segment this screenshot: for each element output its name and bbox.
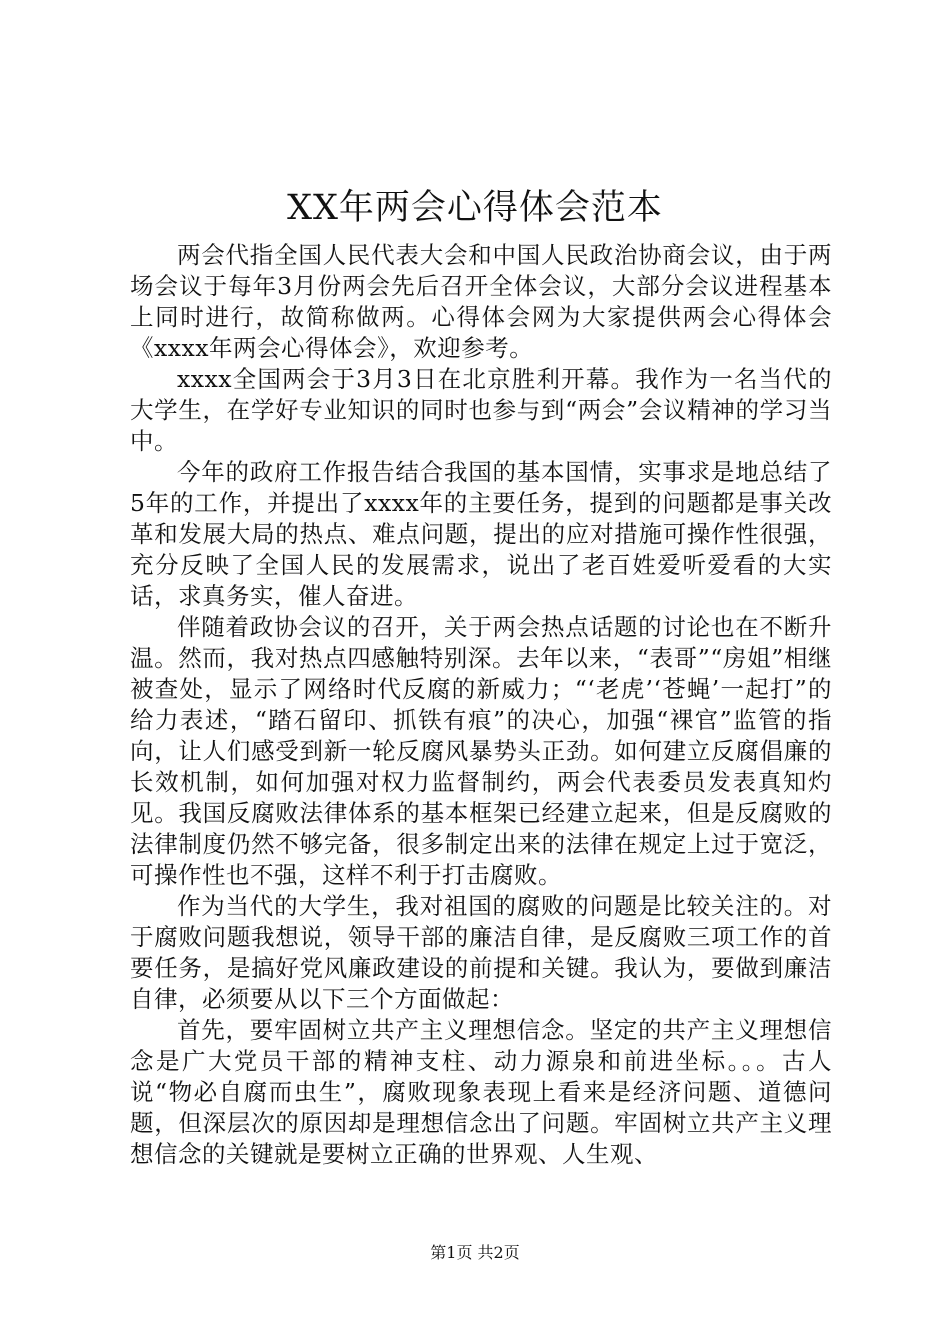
document-title: XX年两会心得体会范本 <box>287 188 663 228</box>
page-number-footer: 第1页 共2页 <box>430 1243 520 1262</box>
paragraph-2: xxxx全国两会于3月3日在北京胜利开幕。我作为一名当代的大学生，在学好专业知识的同时也参与到“两会”会议精神的学习当中。 <box>130 365 832 455</box>
paragraph-3: 今年的政府工作报告结合我国的基本国情，实事求是地总结了5年的工作，并提出了xxxx年的主要任务，提到的问题都是事关改革和发展大局的热点、难点问题，提出的应对措施可操作性很强，充分反映了全国人民的发展需求，说出了老百姓爱听爱看的大实话，求真务实，催人奋进。 <box>130 458 832 610</box>
paragraph-6: 首先，要牢固树立共产主义理想信念。坚定的共产主义理想信念是广大党员干部的精神支柱、动力源泉和前进坐标。。。古人说“物必自腐而虫生”，腐败现象表现上看来是经济问题、道德问题，但深层次的原因却是理想信念出了问题。牢固树立共产主义理想信念的关键就是要树立正确的世界观、人生观、 <box>130 1016 832 1168</box>
paragraph-1: 两会代指全国人民代表大会和中国人民政治协商会议，由于两场会议于每年3月份两会先后召开全体会议，大部分会议进程基本上同时进行，故简称做两。心得体会网为大家提供两会心得体会《xxxx年两会心得体会》，欢迎参考。 <box>130 241 832 362</box>
paragraph-5: 作为当代的大学生，我对祖国的腐败的问题是比较关注的。对于腐败问题我想说，领导干部的廉洁自律，是反腐败三项工作的首要任务，是搞好党风廉政建设的前提和关键。我认为，要做到廉洁自律，必须要从以下三个方面做起： <box>130 892 832 1013</box>
document-body <box>130 240 832 1170</box>
paragraph-4: 伴随着政协会议的召开，关于两会热点话题的讨论也在不断升温。然而，我对热点四感触特别深。去年以来，“表哥”“房姐”相继被查处，显示了网络时代反腐的新威力；“‘老虎’‘苍蝇’一起打”的给力表述，“踏石留印、抓铁有痕”的决心，加强“裸官”监管的指向，让人们感受到新一轮反腐风暴势头正劲。如何建立反腐倡廉的长效机制，如何加强对权力监督制约，两会代表委员发表真知灼见。我国反腐败法律体系的基本框架已经建立起来，但是反腐败的法律制度仍然不够完备，很多制定出来的法律在规定上过于宽泛，可操作性也不强，这样不利于打击腐败。 <box>130 613 832 889</box>
